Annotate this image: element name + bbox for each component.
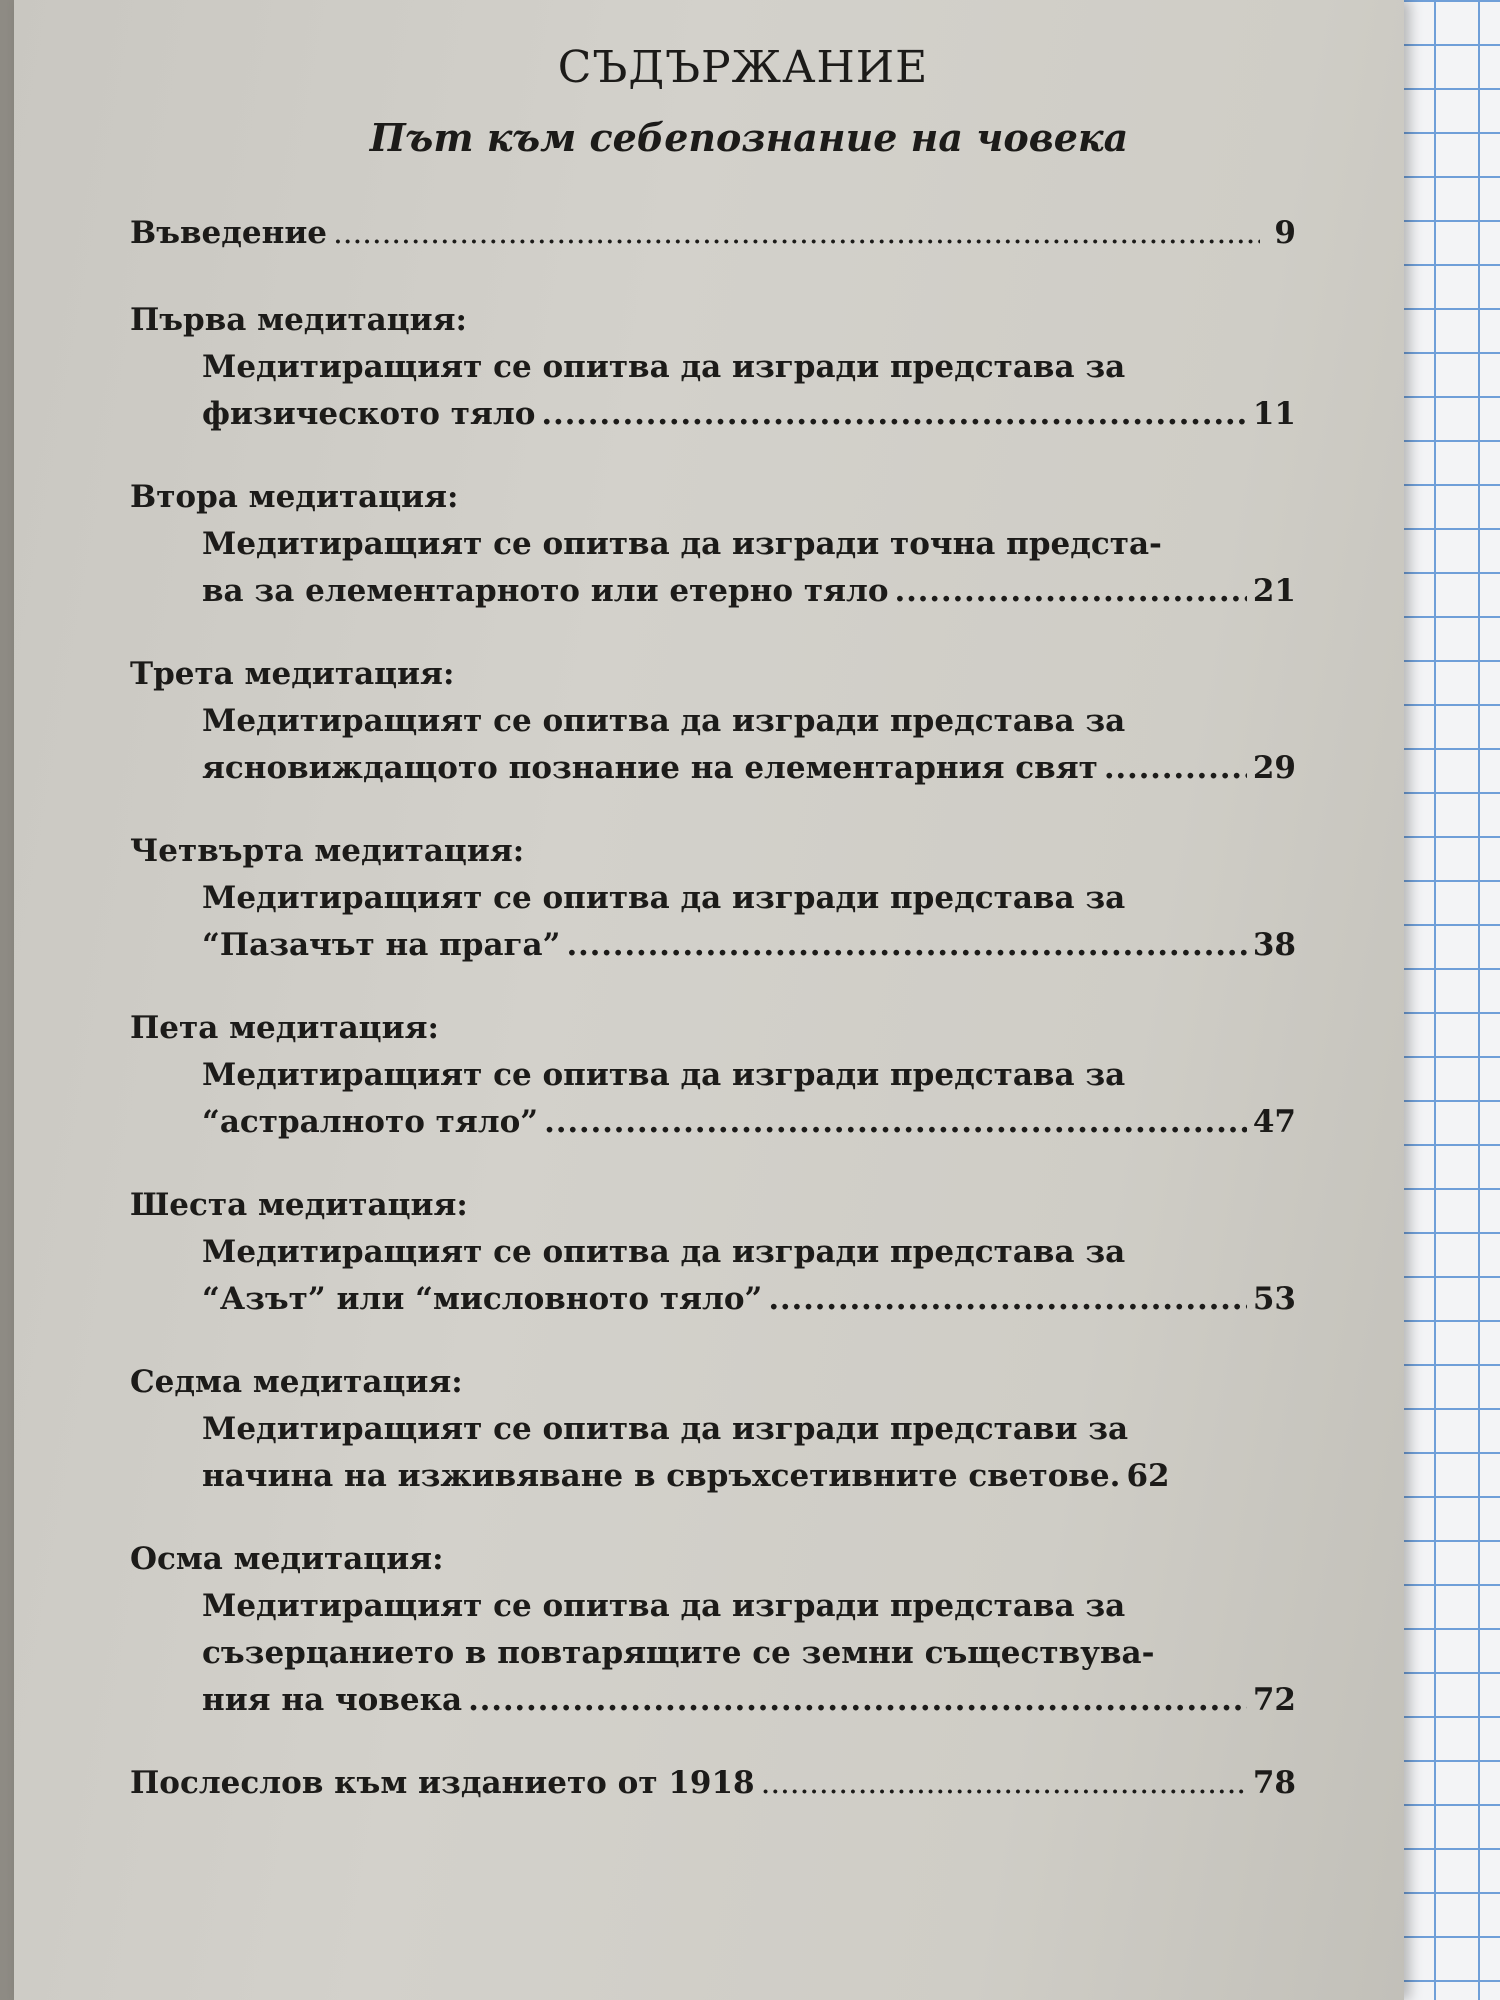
dot-leader bbox=[895, 568, 1247, 615]
toc-entry-text: физическото тяло bbox=[202, 396, 536, 432]
toc-entry-text: ва за елементарното или етерно тяло bbox=[202, 573, 889, 609]
toc-entry-intro bbox=[130, 210, 1296, 257]
toc-entry-text: начина на изживяване в свръхсетивните светове. bbox=[202, 1458, 1121, 1494]
toc-page-number: 78 bbox=[1252, 1765, 1296, 1801]
toc-page-number: 62 bbox=[1126, 1458, 1170, 1494]
toc-entry-afterword bbox=[130, 1760, 1296, 1807]
toc-entry-text: Медитиращият се опитва да изгради представа за bbox=[202, 349, 1126, 385]
toc-entry-text: Медитиращият се опитва да изгради представи за bbox=[202, 1411, 1129, 1447]
book-spine-edge bbox=[0, 0, 14, 2000]
toc-entry-meditation-7 bbox=[130, 1359, 1296, 1500]
dot-leader bbox=[541, 391, 1246, 438]
toc-page-number: 47 bbox=[1252, 1104, 1296, 1140]
toc-entry-text: Медитиращият се опитва да изгради представа за bbox=[202, 1588, 1126, 1624]
toc-entry-text: ясновиждащото познание на елементарния свят bbox=[202, 750, 1098, 786]
toc-entry-label: Послеслов към изданието от 1918 bbox=[130, 1765, 755, 1801]
toc-entry-meditation-8 bbox=[130, 1536, 1296, 1724]
toc-entry-text: Медитиращият се опитва да изгради представа за bbox=[202, 1057, 1126, 1093]
toc-entry-text: “Пазачът на прага” bbox=[202, 927, 561, 963]
table-of-contents bbox=[130, 36, 1296, 1843]
dot-leader bbox=[566, 922, 1246, 969]
toc-page-number: 38 bbox=[1252, 927, 1296, 963]
toc-entry-heading: Осма медитация: bbox=[130, 1541, 444, 1577]
toc-page-number: 21 bbox=[1252, 573, 1296, 609]
toc-entry-heading: Трета медитация: bbox=[130, 656, 455, 692]
toc-entry-text: Медитиращият се опитва да изгради представа за bbox=[202, 1234, 1126, 1270]
toc-entry-meditation-5 bbox=[130, 1005, 1296, 1146]
toc-entry-text: ния на човека bbox=[202, 1682, 463, 1718]
toc-page-number: 9 bbox=[1274, 215, 1296, 251]
toc-entry-heading: Първа медитация: bbox=[130, 302, 467, 338]
toc-entry-heading: Шеста медитация: bbox=[130, 1187, 468, 1223]
dot-leader bbox=[468, 1677, 1247, 1724]
dot-leader bbox=[761, 1760, 1247, 1807]
book-page bbox=[14, 0, 1404, 2000]
toc-page-number: 29 bbox=[1252, 750, 1296, 786]
toc-entry-heading: Четвърта медитация: bbox=[130, 833, 525, 869]
dot-leader bbox=[333, 210, 1260, 257]
toc-entry-heading: Пета медитация: bbox=[130, 1010, 439, 1046]
toc-entry-text: Медитиращият се опитва да изгради точна предста- bbox=[202, 526, 1162, 562]
toc-entry-meditation-4 bbox=[130, 828, 1296, 969]
toc-entry-label: Въведение bbox=[130, 215, 328, 251]
toc-entry-meditation-3 bbox=[130, 651, 1296, 792]
toc-entry-meditation-1 bbox=[130, 297, 1296, 438]
toc-entry-heading: Седма медитация: bbox=[130, 1364, 463, 1400]
toc-entry-text: “астралното тяло” bbox=[202, 1104, 539, 1140]
page-subtitle: Път към себепознание на човека bbox=[369, 115, 1129, 160]
toc-entry-meditation-6 bbox=[130, 1182, 1296, 1323]
toc-entry-text: Медитиращият се опитва да изгради представа за bbox=[202, 880, 1126, 916]
toc-entry-text: Медитиращият се опитва да изгради представа за bbox=[202, 703, 1126, 739]
toc-page-number: 72 bbox=[1252, 1682, 1296, 1718]
toc-page-number: 11 bbox=[1252, 396, 1296, 432]
dot-leader bbox=[768, 1276, 1247, 1323]
toc-entry-text: съзерцанието в повтарящите се земни съществува- bbox=[202, 1635, 1155, 1671]
toc-entry-text: “Азът” или “мисловното тяло” bbox=[202, 1281, 763, 1317]
grid-paper-background bbox=[1390, 0, 1500, 2000]
toc-page-number: 53 bbox=[1252, 1281, 1296, 1317]
dot-leader bbox=[544, 1099, 1247, 1146]
toc-entry-meditation-2 bbox=[130, 474, 1296, 615]
page-title: СЪДЪРЖАНИЕ bbox=[557, 42, 929, 93]
dot-leader bbox=[1104, 745, 1247, 792]
toc-entry-heading: Втора медитация: bbox=[130, 479, 459, 515]
